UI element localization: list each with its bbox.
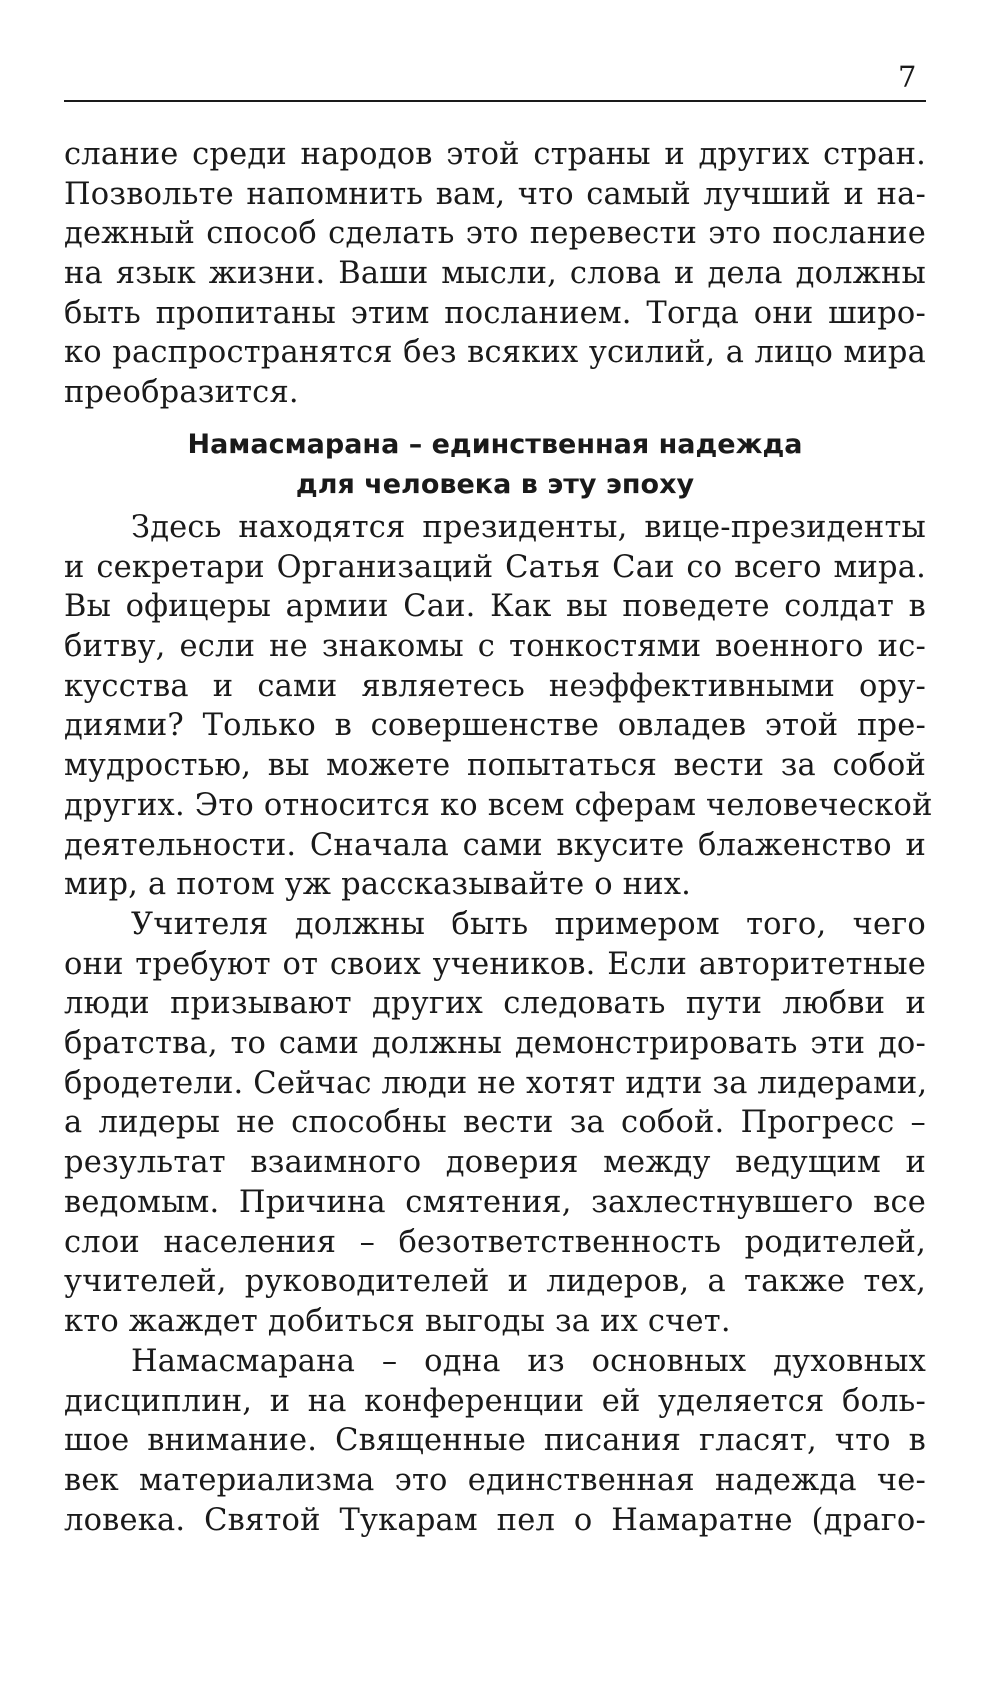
header-rule [64, 100, 926, 102]
heading-line: для человека в эту эпоху [295, 469, 695, 500]
text-line: Учителя должны быть примером того, чего [131, 907, 926, 942]
text-line: дежный способ сделать это перевести это послание [64, 216, 926, 252]
text-line: ко распространятся без всяких усилий, а лицо мира [64, 335, 926, 371]
text-line: слои населения – безответственность родителей, [64, 1224, 926, 1260]
text-line: результат взаимного доверия между ведущим и [64, 1145, 926, 1181]
paragraph-1 [64, 508, 933, 905]
text-line: деятельности. Сначала сами вкусите блаженство и [64, 827, 926, 863]
text-line: а лидеры не способны вести за собой. Прогресс – [64, 1105, 926, 1141]
text-line: Вы офицеры армии Саи. Как вы поведете солдат в [64, 589, 926, 625]
text-line: на язык жизни. Ваши мысли, слова и дела должны [64, 256, 926, 292]
text-line: кто жаждет добиться выгоды за их счет. [64, 1303, 731, 1339]
text-line: они требуют от своих учеников. Если авторитетные [64, 946, 926, 982]
text-line: битву, если не знакомы с тонкостями военного ис- [64, 629, 926, 665]
text-line: и секретари Организаций Сатья Саи со всего мира. [64, 549, 926, 585]
text-line: ловека. Святой Тукарам пел о Намаратне (драго- [64, 1502, 926, 1538]
text-line: бродетели. Сейчас люди не хотят идти за лидерами, [64, 1065, 928, 1101]
continuation-paragraph [64, 135, 926, 413]
paragraph-3 [64, 1342, 926, 1540]
text-line: учителей, руководителей и лидеров, а также тех, [64, 1264, 926, 1300]
text-line: Здесь находятся президенты, вице-президенты [131, 510, 926, 545]
text-line: мудростью, вы можете попытаться вести за собой [64, 748, 926, 784]
text-line: кусства и сами являетесь неэффективными ору- [64, 668, 926, 704]
page-number: 7 [898, 60, 917, 94]
text-line: быть пропитаны этим посланием. Тогда они широ- [64, 295, 926, 331]
text-line: ведомым. Причина смятения, захлестнувшего все [64, 1184, 926, 1220]
text-line: мир, а потом уж рассказывайте о них. [64, 867, 692, 903]
text-line: люди призывают других следовать пути любви и [64, 986, 926, 1022]
text-line: век материализма это единственная надежда че- [64, 1463, 926, 1499]
text-line: Позвольте напомнить вам, что самый лучший и на- [64, 176, 926, 212]
text-line: слание среди народов этой страны и других стран. [64, 137, 926, 172]
text-line: диями? Только в совершенстве овладев этой пре- [64, 708, 926, 744]
text-line: преобразится. [64, 375, 299, 411]
text-line: братства, то сами должны демонстрировать эти до- [64, 1026, 926, 1062]
section-heading [64, 425, 926, 505]
text-line: Намасмарана – одна из основных духовных [131, 1344, 926, 1379]
text-line: дисциплин, и на конференции ей уделяется боль- [64, 1383, 926, 1419]
paragraph-2 [64, 905, 926, 1342]
heading-line: Намасмарана – единственная надежда [187, 429, 803, 460]
text-line: других. Это относится ко всем сферам человеческой [64, 787, 933, 823]
text-line: шое внимание. Священные писания гласят, что в [64, 1423, 926, 1459]
